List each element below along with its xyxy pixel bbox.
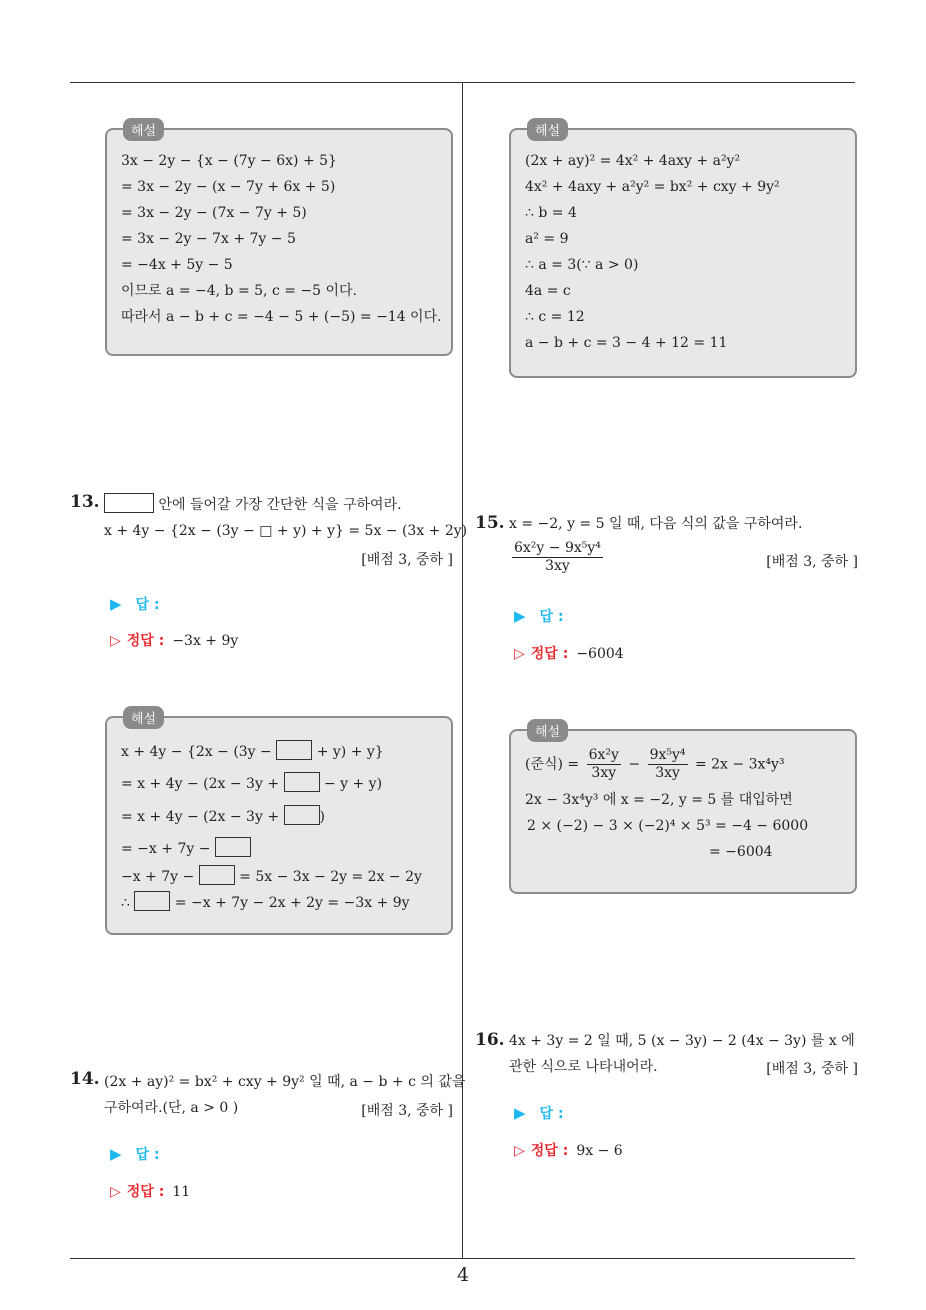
- score-label: [배점 3, 중하 ]: [361, 552, 453, 568]
- answer-field[interactable]: [514, 1103, 564, 1123]
- solution-line: = x + 4y − (2x − 3y + ): [121, 801, 435, 834]
- answer-field[interactable]: [110, 1144, 160, 1164]
- solution-line: (준식) = $\frac{\text{6x²y}}{3xy}$ − $\frac{\text{9x⁵y⁴}}{3xy}$ = 2x − 3x⁴y³: [525, 747, 785, 781]
- play-triangle-icon: ▶: [110, 595, 122, 613]
- key-label: 정답 :: [530, 1143, 569, 1159]
- bottom-rule: [70, 1258, 855, 1259]
- key-value: 9x − 6: [576, 1143, 623, 1159]
- answer-key: [514, 1140, 623, 1160]
- solution-line: ∴ c = 12: [525, 309, 585, 325]
- blank-box: [276, 740, 312, 760]
- solution-line: = 3x − 2y − 7x + 7y − 5: [121, 231, 296, 247]
- q13-solution-box: [105, 712, 453, 935]
- answer-label: 답 :: [135, 1147, 160, 1163]
- solution-line: ∴ = −x + 7y − 2x + 2y = −3x + 9y: [121, 890, 435, 916]
- answer-key: [514, 643, 624, 663]
- q15-solution-box: [509, 725, 857, 894]
- key-value: 11: [172, 1184, 191, 1200]
- answer-field[interactable]: [110, 594, 160, 614]
- outline-triangle-icon: ▷: [514, 1143, 525, 1159]
- play-triangle-icon: ▶: [110, 1145, 122, 1163]
- solution-line: x + 4y − {2x − (3y − + y) + y}: [121, 736, 435, 768]
- solution-tag: 해설: [123, 118, 164, 141]
- question-fraction: [509, 540, 606, 575]
- solution-line: ∴ b = 4: [525, 205, 577, 221]
- solution-line: 2 × (−2) − 3 × (−2)⁴ × 5³ = −4 − 6000: [527, 818, 809, 834]
- solution-line: (2x + ay)² = 4x² + 4axy + a²y²: [525, 153, 741, 169]
- solution-tag: 해설: [527, 118, 568, 141]
- fraction: $\frac{\text{6x²y − 9x⁵y⁴}}{3xy}$: [514, 540, 601, 574]
- blank-box: [284, 772, 320, 792]
- answer-label: 답 :: [135, 597, 160, 613]
- solution-line: 4a = c: [525, 283, 571, 299]
- blank-box: [215, 837, 251, 857]
- play-triangle-icon: ▶: [514, 1104, 526, 1122]
- question-text: (2x + ay)² = bx² + cxy + 9y² 일 때, a − b + c 의 값을: [104, 1074, 466, 1090]
- outline-triangle-icon: ▷: [110, 1184, 121, 1200]
- outline-triangle-icon: ▷: [514, 646, 525, 662]
- question-text: 4x + 3y = 2 일 때, 5 (x − 3y) − 2 (4x − 3y) 를 x 에: [509, 1033, 855, 1049]
- question-number: 15.: [475, 513, 505, 533]
- solution-line: = x + 4y − (2x − 3y + − y + y): [121, 768, 435, 801]
- key-label: 정답 :: [530, 646, 569, 662]
- solution-line: 4x² + 4axy + a²y² = bx² + cxy + 9y²: [525, 179, 780, 195]
- question-text: 구하여라.(단, a > 0 ): [104, 1100, 239, 1116]
- solution-line: a² = 9: [525, 231, 569, 247]
- solution-line: = −x + 7y −: [121, 834, 435, 864]
- answer-label: 답 :: [539, 609, 564, 625]
- question-text: x = −2, y = 5 일 때, 다음 식의 값을 구하여라.: [509, 516, 803, 532]
- solution-line: ∴ a = 3(∵ a > 0): [525, 257, 639, 273]
- answer-key: [110, 630, 238, 650]
- solution-line: 이므로 a = −4, b = 5, c = −5 이다.: [121, 283, 357, 299]
- solution-line: 2x − 3x⁴y³ 에 x = −2, y = 5 를 대입하면: [525, 792, 793, 808]
- key-value: −3x + 9y: [172, 633, 239, 649]
- key-value: −6004: [576, 646, 624, 662]
- question-number: 13.: [70, 492, 100, 512]
- answer-field[interactable]: [514, 606, 564, 626]
- question-number: 14.: [70, 1069, 100, 1089]
- answer-blank: [104, 493, 154, 513]
- q14-solution-box: [509, 124, 857, 378]
- question-text: 관한 식으로 나타내어라.: [509, 1059, 658, 1075]
- solution-tag: 해설: [123, 706, 164, 729]
- blank-box: [134, 891, 170, 911]
- answer-key: [110, 1181, 190, 1201]
- key-label: 정답 :: [126, 1184, 165, 1200]
- solution-line: = −4x + 5y − 5: [121, 257, 233, 273]
- blank-box: [284, 805, 320, 825]
- solution-line: = 3x − 2y − (x − 7y + 6x + 5): [121, 179, 336, 195]
- page-number: 4: [456, 1264, 470, 1286]
- solution-line: 따라서 a − b + c = −4 − 5 + (−5) = −14 이다.: [121, 309, 442, 325]
- answer-label: 답 :: [539, 1106, 564, 1122]
- score-label: [배점 3, 중하 ]: [361, 1103, 453, 1119]
- score-label: [배점 3, 중하 ]: [766, 1061, 858, 1077]
- play-triangle-icon: ▶: [514, 607, 526, 625]
- solution-line: −x + 7y − = 5x − 3x − 2y = 2x − 2y: [121, 864, 435, 890]
- score-label: [배점 3, 중하 ]: [766, 554, 858, 570]
- outline-triangle-icon: ▷: [110, 633, 121, 649]
- solution-line: a − b + c = 3 − 4 + 12 = 11: [525, 335, 728, 351]
- solution-line: = 3x − 2y − (7x − 7y + 5): [121, 205, 307, 221]
- solution-line: = −6004: [709, 844, 773, 860]
- question-equation: x + 4y − {2x − (3y − □ + y) + y} = 5x − (3x + 2y): [104, 523, 468, 539]
- solution-line: 3x − 2y − {x − (7y − 6x) + 5}: [121, 153, 337, 169]
- solution-tag: 해설: [527, 719, 568, 742]
- key-label: 정답 :: [126, 633, 165, 649]
- question-prompt: 안에 들어갈 가장 간단한 식을 구하여라.: [158, 497, 402, 513]
- question-number: 16.: [475, 1030, 505, 1050]
- question-text: [104, 492, 402, 518]
- blank-box: [199, 865, 235, 885]
- q12-solution-box: [105, 124, 453, 356]
